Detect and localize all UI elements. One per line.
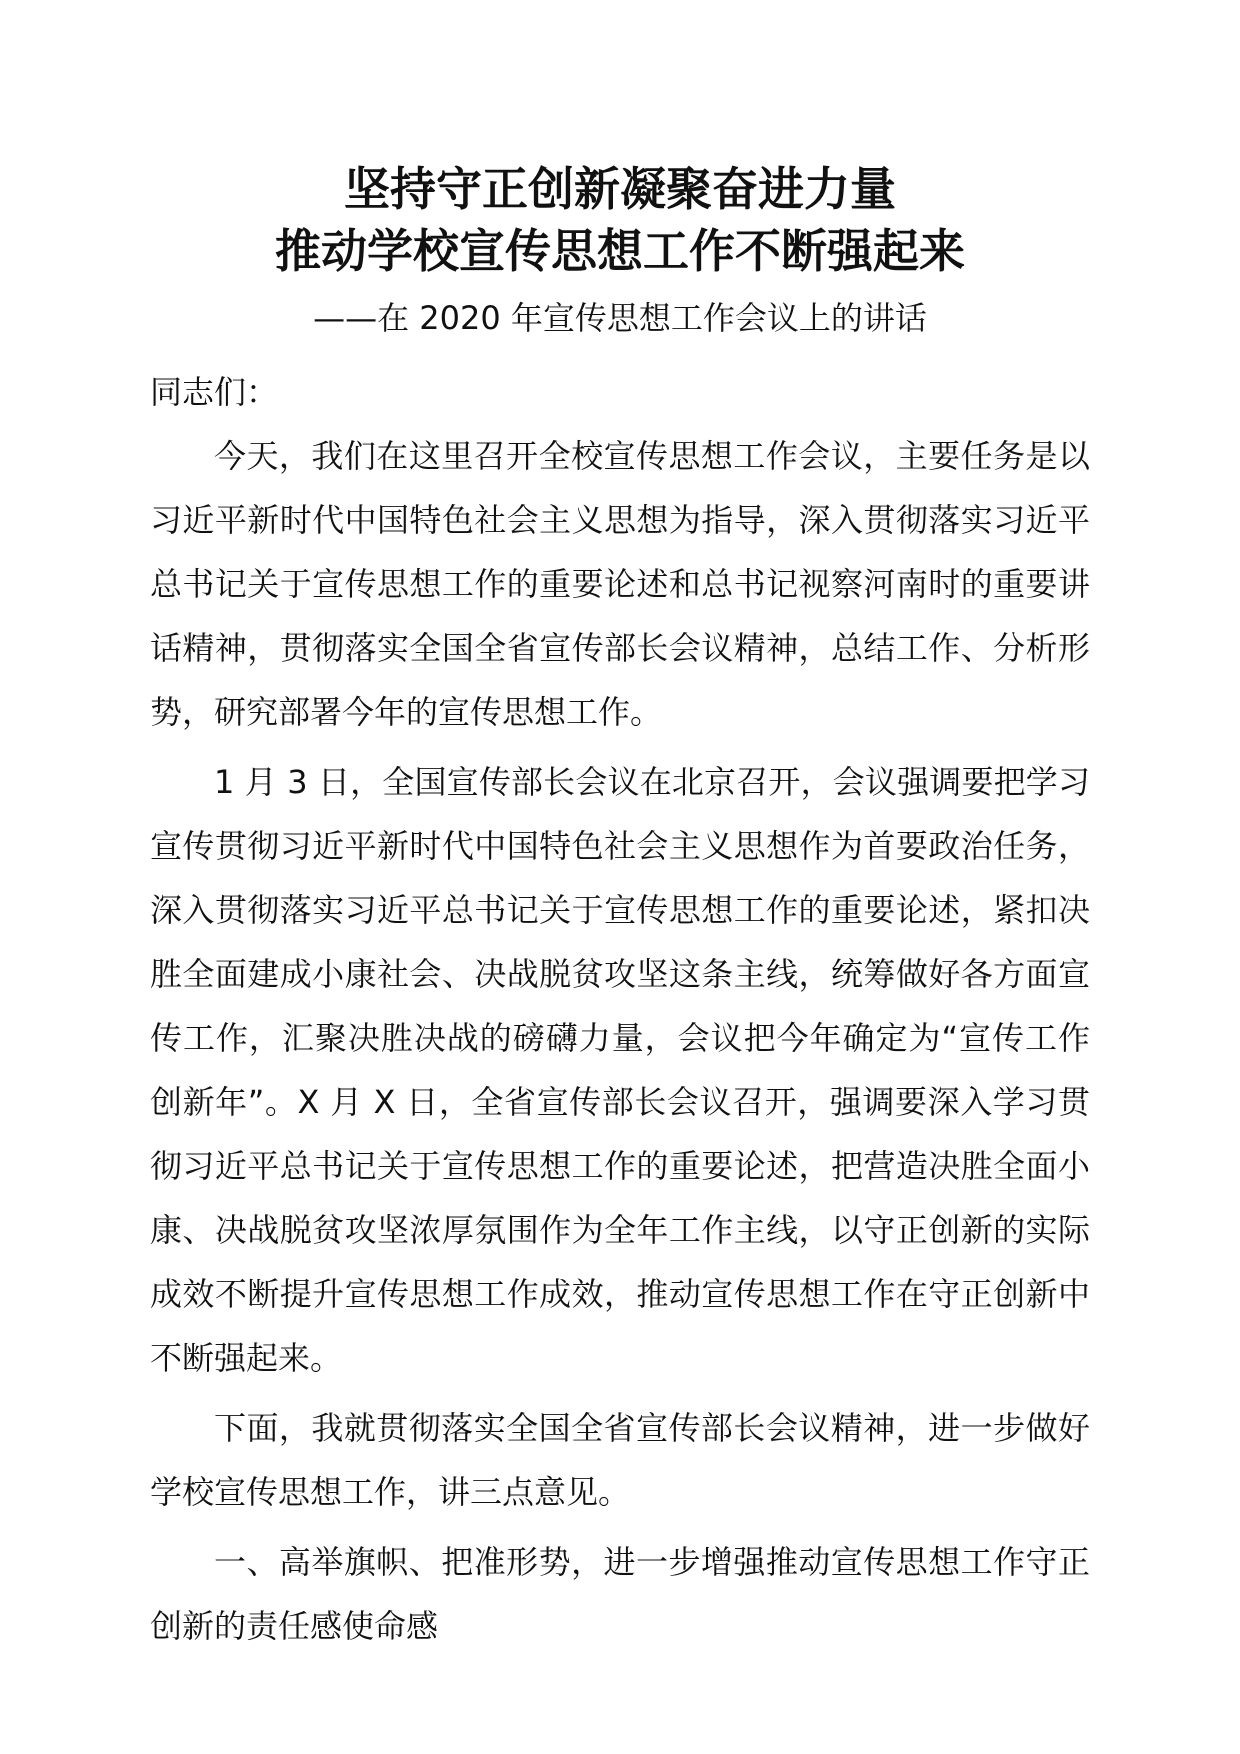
subtitle: ——在 2020 年宣传思想工作会议上的讲话 [313,299,927,337]
document-body [150,360,1090,1658]
title-line-1: 坚持守正创新凝聚奋进力量 [344,162,896,216]
salutation: 同志们： [150,373,279,411]
title-line-2: 推动学校宣传思想工作不断强起来 [275,224,965,278]
paragraph-intro: 今天，我们在这里召开全校宣传思想工作会议，主要任务是以习近平新时代中国特色社会主义思想为指导，深入贯彻落实习近平总书记关于宣传思想工作的重要论述和总书记视察河南时的重要讲话精神，贯彻落实全国全省宣传部长会议精神，总结工作、分析形势，研究部署今年的宣传思想工作。 [150,437,1090,731]
paragraph-outline: 下面，我就贯彻落实全国全省宣传部长会议精神，进一步做好学校宣传思想工作，讲三点意见。 [150,1409,1090,1511]
section-heading-1: 一、高举旗帜、把准形势，进一步增强推动宣传思想工作守正创新的责任感使命感 [150,1543,1090,1645]
paragraph-meetings: 1 月 3 日，全国宣传部长会议在北京召开，会议强调要把学习宣传贯彻习近平新时代中国特色社会主义思想作为首要政治任务，深入贯彻落实习近平总书记关于宣传思想工作的重要论述，紧扣决胜全面建成小康社会、决战脱贫攻坚这条主线，统筹做好各方面宣传工作，汇聚决胜决战的磅礴力量，会议把今年确定为“宣传工作创新年”。X 月 X 日，全省宣传部长会议召开，强调要深入学习贯彻习近平总书记关于宣传思想工作的重要论述，把营造决胜全面小康、决战脱贫攻坚浓厚氛围作为全年工作主线，以守正创新的实际成效不断提升宣传思想工作成效，推动宣传思想工作在守正创新中不断强起来。 [150,763,1090,1377]
